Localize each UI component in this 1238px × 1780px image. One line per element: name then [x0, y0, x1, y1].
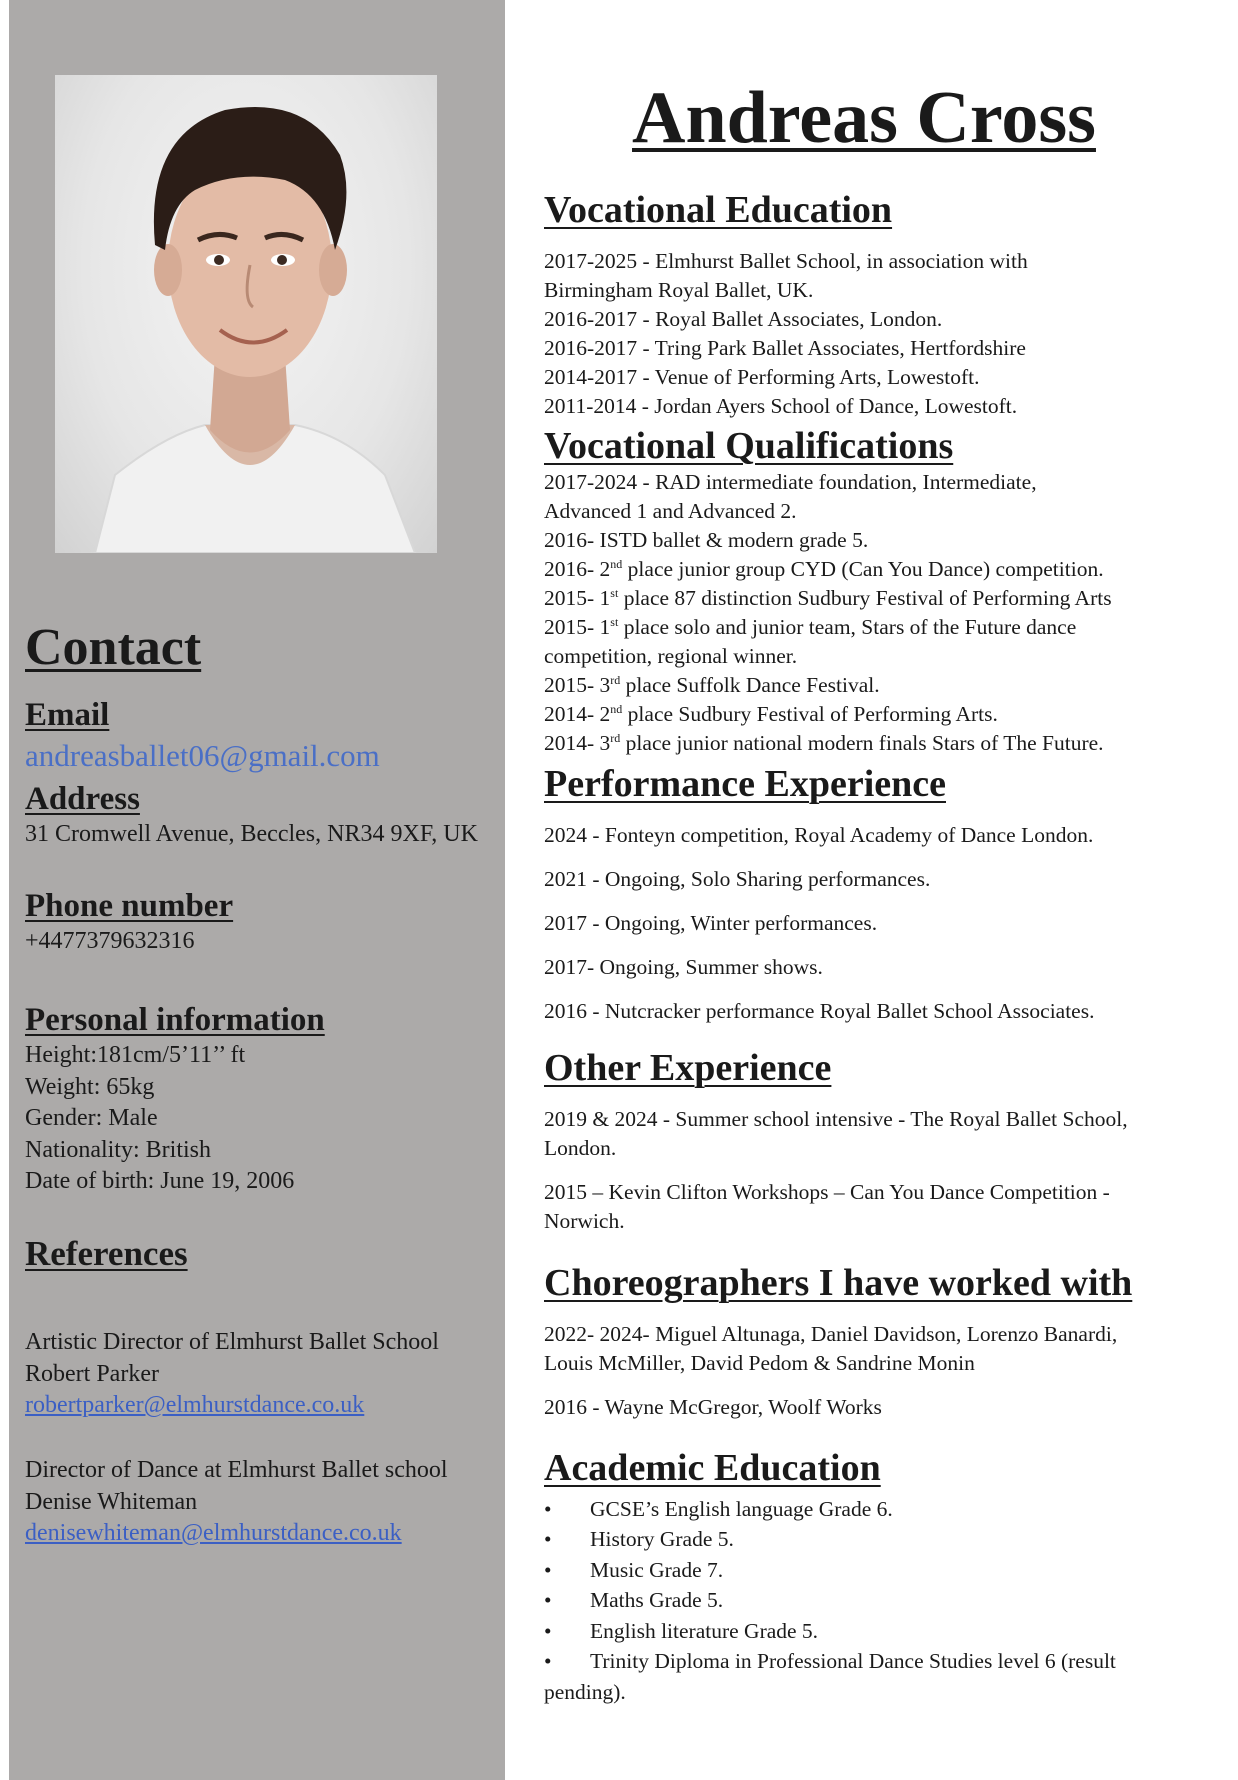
vocational-education-line: 2016-2017 - Tring Park Ballet Associates, Hertfordshire — [544, 335, 1026, 360]
qualification-text: place junior group CYD (Can You Dance) competition. — [622, 556, 1104, 581]
list-item — [544, 1555, 1184, 1586]
list-item — [544, 1494, 1184, 1525]
reference-1 — [25, 1327, 495, 1422]
portrait-image — [55, 75, 437, 553]
performance-line: 2016 - Nutcracker performance Royal Ballet School Associates. — [544, 998, 1095, 1023]
ordinal-suffix: st — [610, 585, 619, 600]
personal-nationality: Nationality: British — [25, 1136, 211, 1163]
ordinal-suffix: rd — [610, 730, 621, 745]
ordinal-suffix: st — [610, 614, 619, 629]
contact-heading: Contact — [25, 619, 202, 676]
bullet: • — [544, 1618, 552, 1643]
qualification-year: 2015- 1 — [544, 585, 611, 610]
performance-line: 2024 - Fonteyn competition, Royal Academy of Dance London. — [544, 822, 1094, 847]
email-block — [25, 697, 495, 774]
performance-line: 2017 - Ongoing, Winter performances. — [544, 910, 878, 935]
personal-dob: Date of birth: June 19, 2006 — [25, 1168, 295, 1195]
qualification-line — [544, 671, 1184, 700]
academic-item-text: GCSE’s English language Grade 6. — [590, 1496, 893, 1521]
choreographers-line: 2022- 2024- Miguel Altunaga, Daniel Davidson, Lorenzo Banardi, Louis McMiller, David Pedom & Sandrine Monin — [544, 1321, 1118, 1375]
choreographers-line: 2016 - Wayne McGregor, Woolf Works — [544, 1394, 882, 1419]
qualification-year: 2016- 2 — [544, 556, 611, 581]
qualification-text: place junior national modern finals Stars of The Future. — [620, 730, 1104, 755]
academic-item-text: Maths Grade 5. — [590, 1588, 724, 1613]
candidate-name: Andreas Cross — [632, 77, 1096, 159]
choreographers-section — [544, 1263, 1184, 1437]
qualification-line: competition, regional winner. — [544, 643, 798, 668]
performance-line: 2021 - Ongoing, Solo Sharing performances. — [544, 866, 931, 891]
reference-2-name: Denise Whiteman — [25, 1488, 198, 1515]
bullet: • — [544, 1649, 552, 1674]
performance-experience-section — [544, 764, 1184, 1041]
qualification-line — [544, 613, 1184, 642]
qualification-line: Advanced 1 and Advanced 2. — [544, 498, 797, 523]
other-experience-line: 2019 & 2024 - Summer school intensive - The Royal Ballet School, London. — [544, 1106, 1128, 1160]
address-label: Address — [25, 781, 140, 817]
phone-label: Phone number — [25, 888, 234, 924]
academic-item-text: Music Grade 7. — [590, 1557, 724, 1582]
personal-info-block — [25, 1002, 495, 1198]
phone-block — [25, 888, 495, 958]
academic-list — [544, 1494, 1184, 1708]
qualification-text: place Suffolk Dance Festival. — [620, 672, 880, 697]
other-experience-line: 2015 – Kevin Clifton Workshops – Can You Dance Competition - Norwich. — [544, 1179, 1110, 1233]
list-item — [544, 1646, 1184, 1677]
ordinal-suffix: rd — [610, 672, 621, 687]
reference-2-email-link[interactable]: denisewhiteman@elmhurstdance.co.uk — [25, 1520, 402, 1546]
ordinal-suffix: nd — [610, 701, 623, 716]
performance-line: 2017- Ongoing, Summer shows. — [544, 954, 823, 979]
reference-2-title: Director of Dance at Elmhurst Ballet school — [25, 1457, 448, 1483]
academic-item-text: History Grade 5. — [590, 1527, 734, 1552]
qualification-text: place Sudbury Festival of Performing Arts. — [622, 701, 998, 726]
vocational-education-line: 2014-2017 - Venue of Performing Arts, Lowestoft. — [544, 364, 980, 389]
academic-education-heading: Academic Education — [544, 1447, 881, 1489]
address-block — [25, 781, 495, 851]
vocational-education-line: Birmingham Royal Ballet, UK. — [544, 277, 814, 302]
qualification-line — [544, 700, 1184, 729]
qualification-year: 2014- 2 — [544, 701, 611, 726]
list-item — [544, 1616, 1184, 1647]
academic-item-text: English literature Grade 5. — [590, 1618, 819, 1643]
other-experience-heading: Other Experience — [544, 1047, 832, 1089]
bullet: • — [544, 1588, 552, 1613]
qualification-text: place 87 distinction Sudbury Festival of Performing Arts — [618, 585, 1112, 610]
email-address[interactable]: andreasballet06@gmail.com — [25, 738, 380, 774]
list-item-continuation: pending). — [544, 1679, 626, 1704]
qualification-line — [544, 584, 1184, 613]
performance-experience-heading: Performance Experience — [544, 763, 946, 805]
qualification-line — [544, 729, 1184, 758]
personal-info-heading: Personal information — [25, 1002, 325, 1038]
bullet: • — [544, 1527, 552, 1552]
vocational-education-line: 2016-2017 - Royal Ballet Associates, London. — [544, 306, 943, 331]
phone-text: +4477379632316 — [25, 928, 195, 955]
qualification-year: 2014- 3 — [544, 730, 611, 755]
references-heading: References — [25, 1234, 188, 1273]
list-item — [544, 1524, 1184, 1555]
vocational-qualifications-section — [544, 426, 1184, 758]
ordinal-suffix: nd — [610, 556, 623, 571]
reference-1-title: Artistic Director of Elmhurst Ballet School — [25, 1329, 439, 1355]
list-item — [544, 1585, 1184, 1616]
profile-photo — [55, 75, 437, 553]
academic-education-section — [544, 1448, 1184, 1707]
bullet: • — [544, 1557, 552, 1582]
qualification-text: place solo and junior team, Stars of the Future dance — [618, 614, 1077, 639]
qualification-year: 2015- 1 — [544, 614, 611, 639]
contact-section — [25, 619, 495, 676]
vocational-education-line: 2011-2014 - Jordan Ayers School of Dance, Lowestoft. — [544, 393, 1018, 418]
qualification-line: 2017-2024 - RAD intermediate foundation, Intermediate, — [544, 469, 1037, 494]
references-block — [25, 1235, 495, 1274]
personal-gender: Gender: Male — [25, 1105, 158, 1132]
reference-1-email-link[interactable]: robertparker@elmhurstdance.co.uk — [25, 1392, 365, 1418]
choreographers-heading: Choreographers I have worked with — [544, 1262, 1133, 1304]
vocational-education-section — [544, 190, 1184, 421]
reference-2 — [25, 1455, 495, 1550]
address-text: 31 Cromwell Avenue, Beccles, NR34 9XF, UK — [25, 821, 478, 848]
qualification-line: 2016- ISTD ballet & modern grade 5. — [544, 527, 869, 552]
vocational-qualifications-heading: Vocational Qualifications — [544, 425, 954, 467]
personal-height: Height:181cm/5’11’’ ft — [25, 1042, 246, 1069]
qualification-line — [544, 555, 1184, 584]
academic-item-text: Trinity Diploma in Professional Dance Studies level 6 (result — [590, 1649, 1116, 1674]
personal-weight: Weight: 65kg — [25, 1073, 155, 1100]
vocational-education-line: 2017-2025 - Elmhurst Ballet School, in association with — [544, 248, 1028, 273]
other-experience-section — [544, 1048, 1184, 1251]
email-label: Email — [25, 697, 110, 733]
reference-1-name: Robert Parker — [25, 1360, 159, 1387]
bullet: • — [544, 1496, 552, 1521]
qualification-year: 2015- 3 — [544, 672, 611, 697]
vocational-education-heading: Vocational Education — [544, 189, 893, 231]
